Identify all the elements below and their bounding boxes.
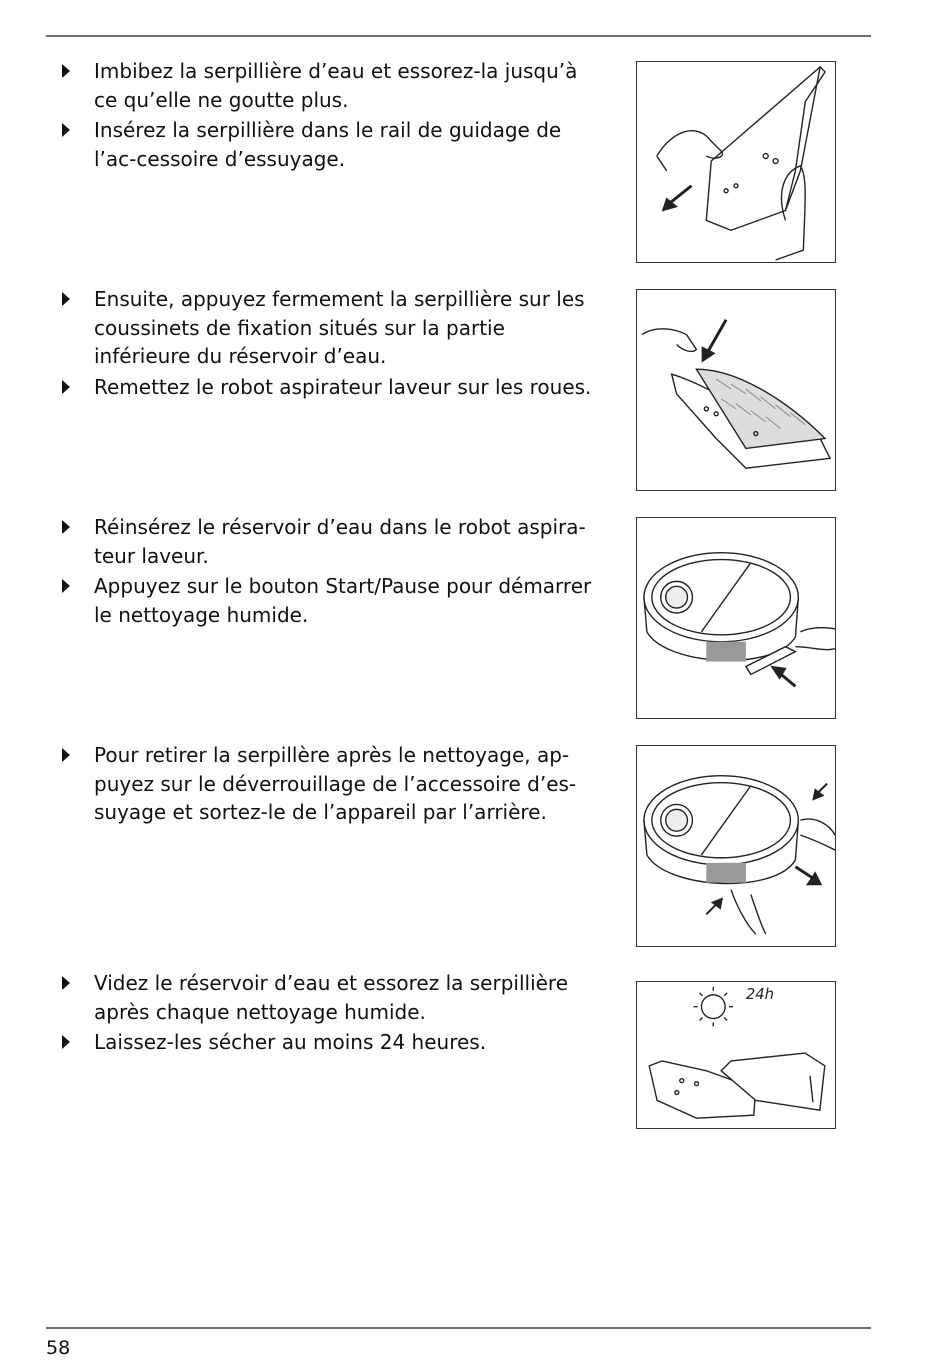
bullet-text: Réinsérez le réservoir d’eau dans le robot aspira-teur laveur.: [94, 515, 586, 568]
footer-rule: [46, 1327, 871, 1329]
bullet-item: [62, 741, 602, 827]
header-rule: [46, 35, 871, 37]
bullet-text: Appuyez sur le bouton Start/Pause pour démarrer le nettoyage humide.: [94, 574, 592, 627]
bullet-item: [62, 57, 602, 114]
illustration-drying: [636, 981, 836, 1129]
triangle-bullet-icon: [62, 380, 70, 394]
bullet-list: [62, 57, 602, 175]
bullet-item: [62, 116, 602, 173]
bullet-list: [62, 741, 602, 829]
bullet-text: Laissez-les sécher au moins 24 heures.: [94, 1030, 487, 1054]
illustration-insert-mop: [636, 61, 836, 263]
bullet-text: Pour retirer la serpillère après le nettoyage, ap-puyez sur le déverrouillage de l’accessoire d’es-suyage et sortez-le de l’appareil par l’arrière.: [94, 743, 577, 824]
bullet-item: [62, 1028, 602, 1057]
drying-time-label: 24h: [745, 985, 775, 1003]
triangle-bullet-icon: [62, 520, 70, 534]
bullet-list: [62, 513, 602, 631]
illustration-remove-accessory: [636, 745, 836, 947]
triangle-bullet-icon: [62, 64, 70, 78]
triangle-bullet-icon: [62, 976, 70, 990]
triangle-bullet-icon: [62, 748, 70, 762]
bullet-item: [62, 513, 602, 570]
triangle-bullet-icon: [62, 579, 70, 593]
bullet-text: Ensuite, appuyez fermement la serpillière sur les coussinets de fixation situés sur la partie inférieure du réservoir d’eau.: [94, 287, 585, 368]
bullet-item: [62, 373, 602, 402]
bullet-text: Remettez le robot aspirateur laveur sur les roues.: [94, 374, 592, 399]
bullet-text: Insérez la serpillière dans le rail de guidage de l’ac-cessoire d’essuyage.: [94, 118, 562, 171]
triangle-bullet-icon: [62, 1035, 70, 1049]
page-number: 58: [46, 1337, 71, 1359]
triangle-bullet-icon: [62, 123, 70, 137]
bullet-text: Imbibez la serpillière d’eau et essorez-la jusqu’à ce qu’elle ne goutte plus.: [94, 59, 578, 112]
bullet-item: [62, 285, 602, 371]
illustration-press-mop: [636, 289, 836, 491]
bullet-list: [62, 969, 602, 1059]
illustration-insert-tank: [636, 517, 836, 719]
bullet-list: [62, 285, 602, 403]
sun-icon: [694, 987, 733, 1026]
triangle-bullet-icon: [62, 292, 70, 306]
bullet-item: [62, 969, 602, 1026]
bullet-item: [62, 572, 602, 629]
bullet-text: Videz le réservoir d’eau et essorez la serpillière après chaque nettoyage humide.: [94, 971, 569, 1024]
